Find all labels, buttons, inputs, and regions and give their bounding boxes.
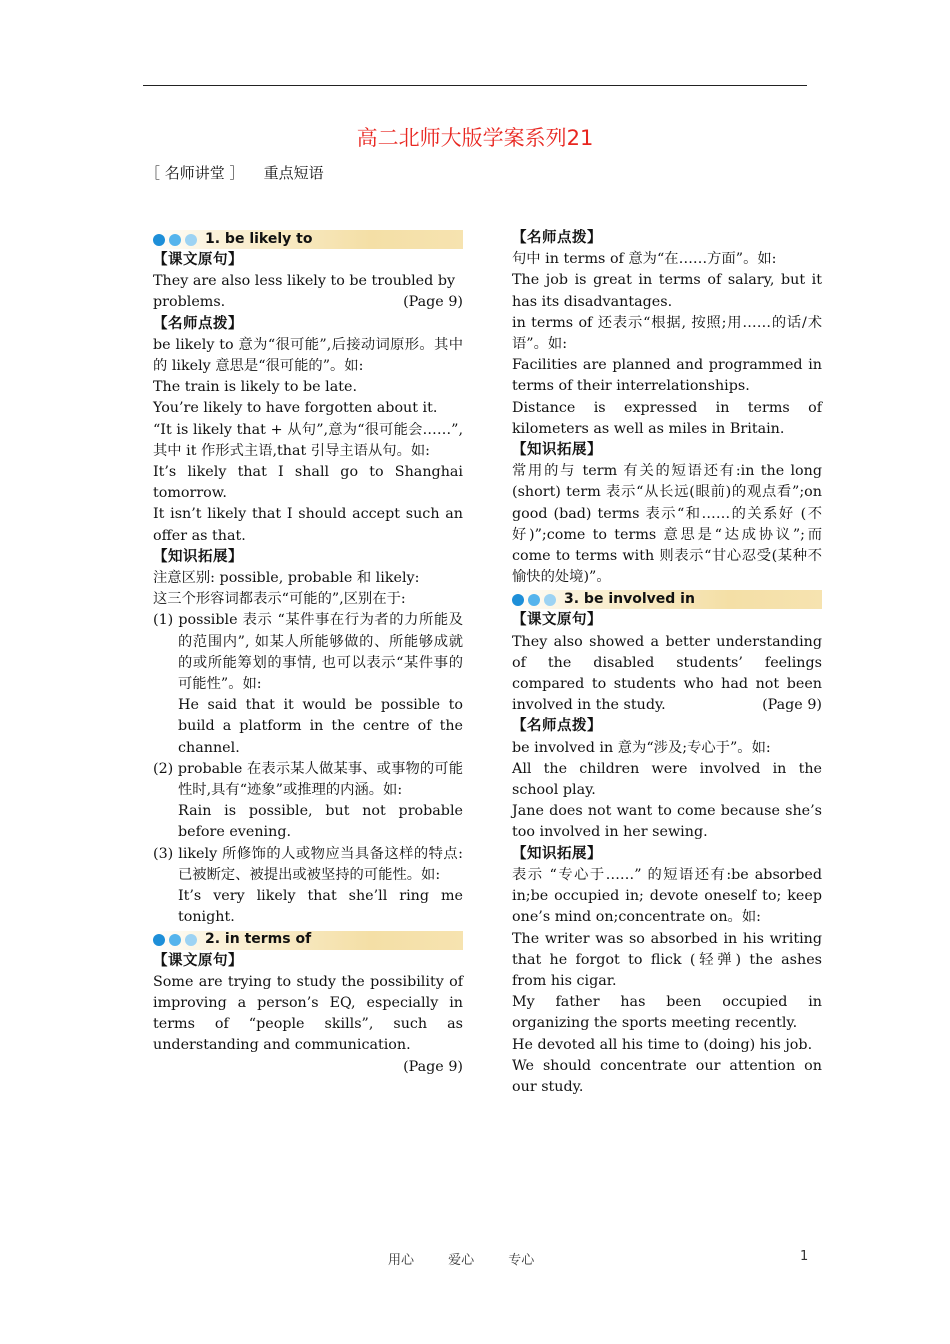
- phrase-heading-1: [153, 230, 463, 249]
- tip-paragraph: 句中 in terms of 意为“在……方面”。如:: [512, 251, 777, 268]
- label-knowledge-extension: 【知识拓展】: [512, 845, 602, 862]
- right-column: [512, 228, 822, 1098]
- page-ref: (Page 9): [403, 294, 463, 311]
- footer-motto: 用心 爱心 专心: [388, 1253, 535, 1268]
- extension-item: (2) probable 在表示某人做某事、或事物的可能性时,具有“迹象”或推理的内涵。如:: [153, 760, 463, 799]
- tip-paragraph: be likely to 意为“很可能”,后接动词原形。其中的 likely 意思是“很可能的”。如:: [153, 336, 463, 375]
- extension-intro: 注意区别: possible, probable 和 likely:: [153, 570, 420, 587]
- extension-example: Rain is possible, but not probable before evening.: [178, 803, 463, 841]
- page-title: 高二北师大版学案系列21: [356, 126, 594, 150]
- extension-example: He said that it would be possible to build a platform in the centre of the channel.: [178, 697, 463, 756]
- extension-example: My father has been occupied in organizing the sports meeting recently.: [512, 994, 822, 1032]
- tip-example: The train is likely to be late.: [153, 379, 357, 396]
- phrase-heading-2: [153, 931, 463, 950]
- extension-item: (3) likely 所修饰的人或物应当具备这样的特点:已被断定、被提出或被坚持的可能性。如:: [153, 845, 463, 883]
- bullet-dots-icon: [153, 234, 197, 246]
- label-teacher-tip: 【名师点拨】: [153, 315, 243, 332]
- section-subhead: ［ 名师讲堂 ］ 重点短语: [145, 164, 324, 182]
- extension-example: It’s very likely that she’ll ring me tonight.: [178, 888, 463, 926]
- phrase-heading-3: [512, 590, 822, 609]
- extension-example: The writer was so absorbed in his writing that he forgot to flick (轻弹) the ashes from his cigar.: [512, 930, 822, 989]
- phrase-heading-text: 1. be likely to: [205, 230, 313, 247]
- original-sentence: They are also less likely to be troubled by problems. (Page 9): [153, 271, 463, 313]
- label-original-sentence: 【课文原句】: [153, 252, 243, 268]
- tip-example: Jane does not want to come because she’s too involved in her sewing.: [512, 803, 822, 841]
- page-ref: (Page 9): [762, 697, 822, 714]
- tip-example: All the children were involved in the school play.: [512, 760, 822, 799]
- tip-paragraph: be involved in 意为“涉及;专心于”。如:: [512, 739, 771, 756]
- extension-item: (1) possible 表示 “某件事在行为者的力所能及的范围内”, 如某人所能够做的、所能够成就的或所能筹划的事情, 也可以表示“某件事的可能性”。如:: [153, 612, 463, 693]
- extension-intro: 这三个形容词都表示“可能的”,区别在于:: [153, 591, 406, 608]
- original-sentence: Some are trying to study the possibility of improving a person’s EQ, especially in terms of “people skills”, such as understanding and communication. (Page 9): [153, 972, 463, 1057]
- phrase-heading-text: 3. be involved in: [564, 591, 695, 608]
- label-knowledge-extension: 【知识拓展】: [153, 548, 243, 565]
- page-number: 1: [800, 1249, 809, 1264]
- extension-example: We should concentrate our attention on our study.: [512, 1057, 822, 1095]
- label-teacher-tip: 【名师点拨】: [512, 230, 602, 246]
- tip-paragraph: “It is likely that + 从句”,意为“很可能会……”, 其中 it 作形式主语,that 引导主语从句。如:: [153, 421, 463, 459]
- tip-example: It isn’t likely that I should accept such an offer as that.: [153, 506, 463, 544]
- bullet-dots-icon: [153, 934, 197, 946]
- label-original-sentence: 【课文原句】: [153, 952, 243, 969]
- extension-example: He devoted all his time to (doing) his job.: [512, 1036, 813, 1053]
- header-rule: [143, 85, 807, 86]
- tip-example: The job is great in terms of salary, but it has its disadvantages.: [512, 272, 822, 310]
- tip-example: It’s likely that I shall go to Shanghai tomorrow.: [153, 464, 463, 502]
- original-sentence: They also showed a better understanding of the disabled students’ feelings compared to students who had not been involved in the study. (Page 9): [512, 632, 822, 717]
- label-knowledge-extension: 【知识拓展】: [512, 442, 602, 459]
- extension-paragraph: 常用的与 term 有关的短语还有:in the long (short) term 表示“从长远(眼前)的观点看”;on good (bad) terms 表示“和……的关系好 (不好)”;come to terms 意思是“达成协议”;而 come to terms with 则表示“甘心忍受(某种不愉快的处境)”。: [512, 463, 822, 586]
- left-column: [153, 228, 463, 1078]
- label-original-sentence: 【课文原句】: [512, 612, 602, 629]
- tip-example: Distance is expressed in terms of kilometers as well as miles in Britain.: [512, 399, 822, 437]
- extension-paragraph: 表示 “专心于……” 的短语还有:be absorbed in;be occupied in; devote oneself to; keep one’s mind on;concentrate on。如:: [512, 866, 822, 926]
- label-teacher-tip: 【名师点拨】: [512, 718, 602, 735]
- bullet-dots-icon: [512, 594, 556, 606]
- tip-example: You’re likely to have forgotten about it.: [153, 400, 438, 417]
- tip-paragraph: in terms of 还表示“根据, 按照;用……的话/术语”。如:: [512, 314, 822, 353]
- page-ref: (Page 9): [403, 1058, 463, 1075]
- tip-example: Facilities are planned and programmed in terms of their interrelationships.: [512, 357, 822, 395]
- phrase-heading-text: 2. in terms of: [205, 931, 312, 948]
